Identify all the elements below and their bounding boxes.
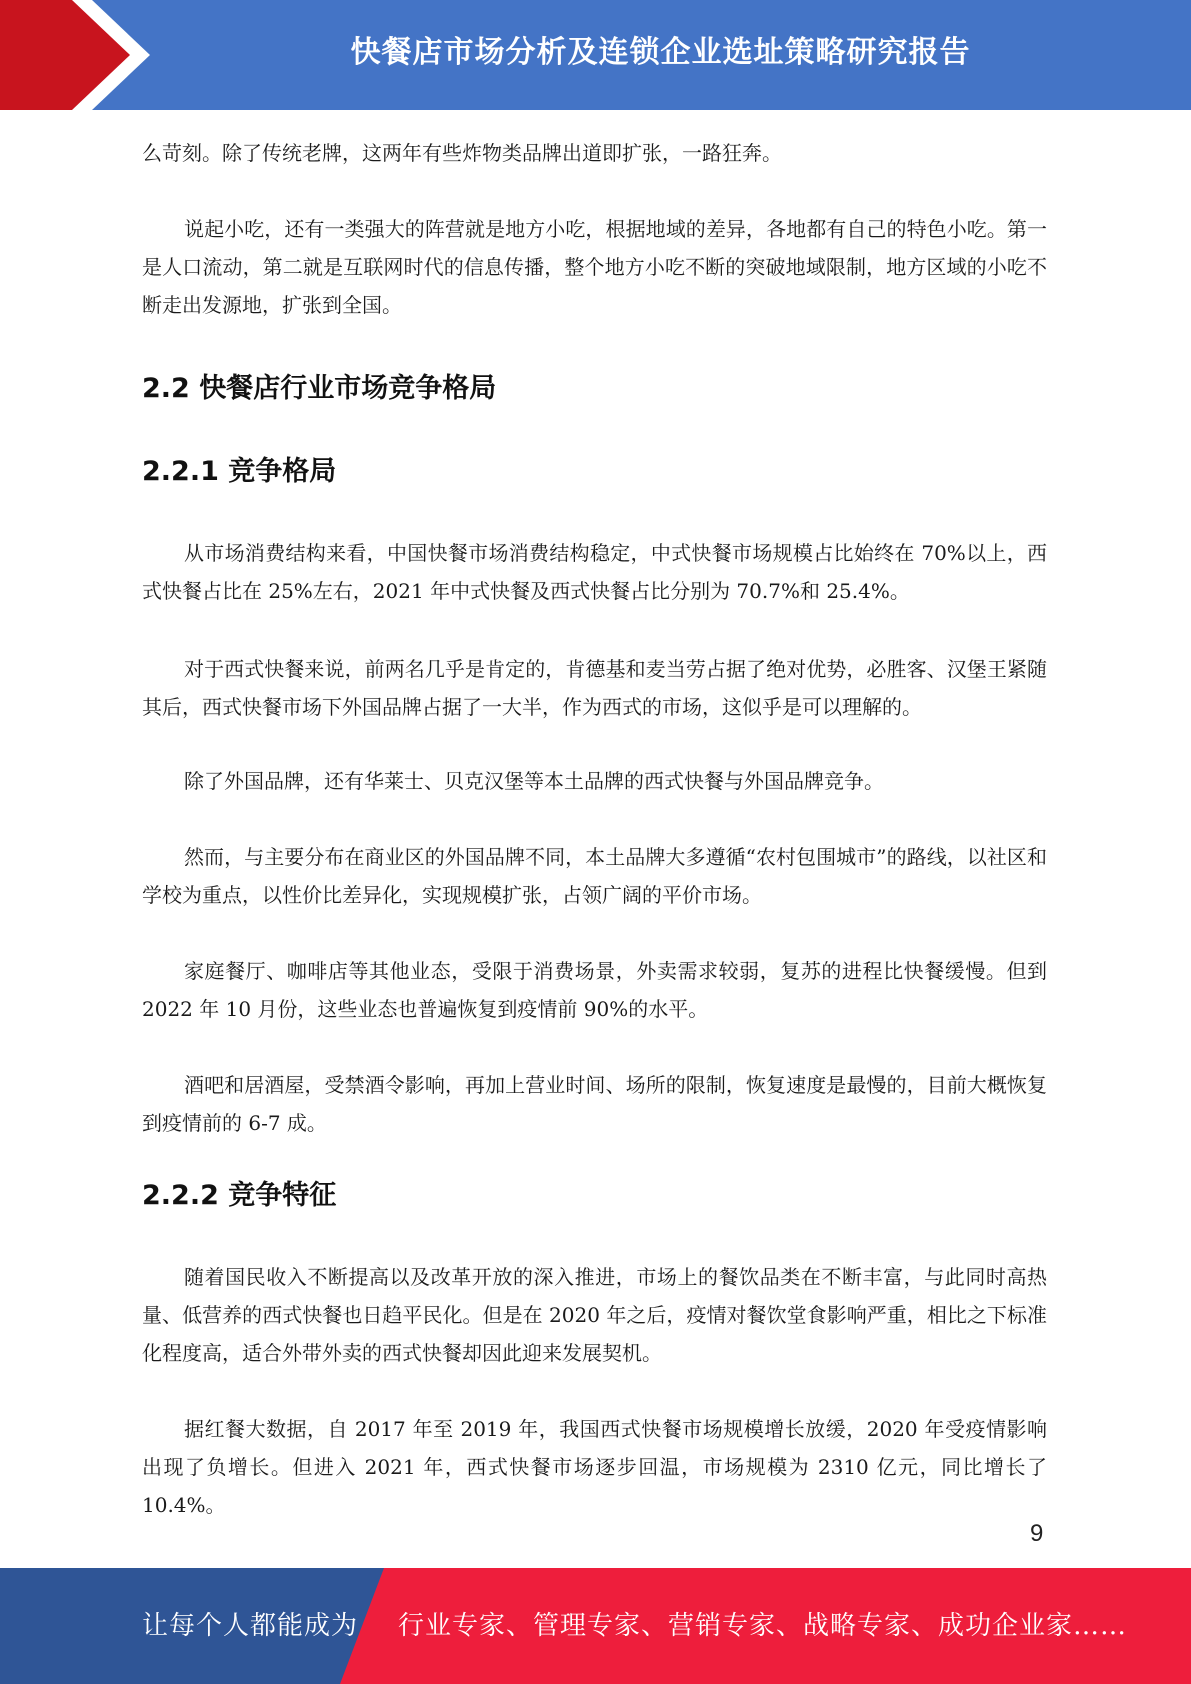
page-header [0,0,1191,110]
paragraph-continued: 么苛刻。除了传统老牌，这两年有些炸物类品牌出道即扩张，一路狂奔。 [142,141,782,165]
paragraph-consumption-structure: 从市场消费结构来看，中国快餐市场消费结构稳定，中式快餐市场规模占比始终在 70%以上，西式快餐占比在 25%左右，2021 年中式快餐及西式快餐占比分别为 70.7%和 25.4%。 [142,541,1047,603]
section-heading-2-2: 2.2 快餐店行业市场竞争格局 [142,373,497,404]
paragraph-bars: 酒吧和居酒屋，受禁酒令影响，再加上营业时间、场所的限制，恢复速度是最慢的，目前大概恢复到疫情前的 6-7 成。 [142,1073,1047,1135]
paragraph-local-brands: 除了外国品牌，还有华莱士、贝克汉堡等本土品牌的西式快餐与外国品牌竞争。 [184,769,884,793]
section-heading-2-2-2: 2.2.2 竞争特征 [142,1180,337,1211]
paragraph-market-data: 据红餐大数据，自 2017 年至 2019 年，我国西式快餐市场规模增长放缓，2020 年受疫情影响出现了负增长。但进入 2021 年，西式快餐市场逐步回温，市场规模为 2310 亿元，同比增长了10.4%。 [142,1417,1047,1517]
paragraph-family-restaurants: 家庭餐厅、咖啡店等其他业态，受限于消费场景，外卖需求较弱，复苏的进程比快餐缓慢。但到 2022 年 10 月份，这些业态也普遍恢复到疫情前 90%的水平。 [142,959,1047,1021]
footer-slogan-left: 让每个人都能成为 [142,1611,359,1641]
page-number: 9 [1030,1520,1044,1547]
paragraph-income-growth: 随着国民收入不断提高以及改革开放的深入推进，市场上的餐饮品类在不断丰富，与此同时高热量、低营养的西式快餐也日趋平民化。但是在 2020 年之后，疫情对餐饮堂食影响严重，相比之下标准化程度高，适合外带外卖的西式快餐却因此迎来发展契机。 [142,1265,1047,1365]
paragraph-western-fast-food: 对于西式快餐来说，前两名几乎是肯定的，肯德基和麦当劳占据了绝对优势，必胜客、汉堡王紧随其后，西式快餐市场下外国品牌占据了一大半，作为西式的市场，这似乎是可以理解的。 [142,657,1047,719]
footer-slogan-right: 行业专家、管理专家、营销专家、战略专家、成功企业家…… [398,1611,1128,1641]
section-heading-2-2-1: 2.2.1 竞争格局 [142,456,337,487]
paragraph-local-snacks: 说起小吃，还有一类强大的阵营就是地方小吃，根据地域的差异，各地都有自己的特色小吃。第一是人口流动，第二就是互联网时代的信息传播，整个地方小吃不断的突破地域限制，地方区域的小吃不断走出发源地，扩张到全国。 [142,217,1047,317]
report-title: 快餐店市场分析及连锁企业选址策略研究报告 [350,35,971,70]
page-footer [0,1568,1191,1684]
paragraph-brand-strategy: 然而，与主要分布在商业区的外国品牌不同，本土品牌大多遵循“农村包围城市”的路线，以社区和学校为重点，以性价比差异化，实现规模扩张，占领广阔的平价市场。 [142,845,1047,907]
header-corner-arrow [0,0,160,110]
